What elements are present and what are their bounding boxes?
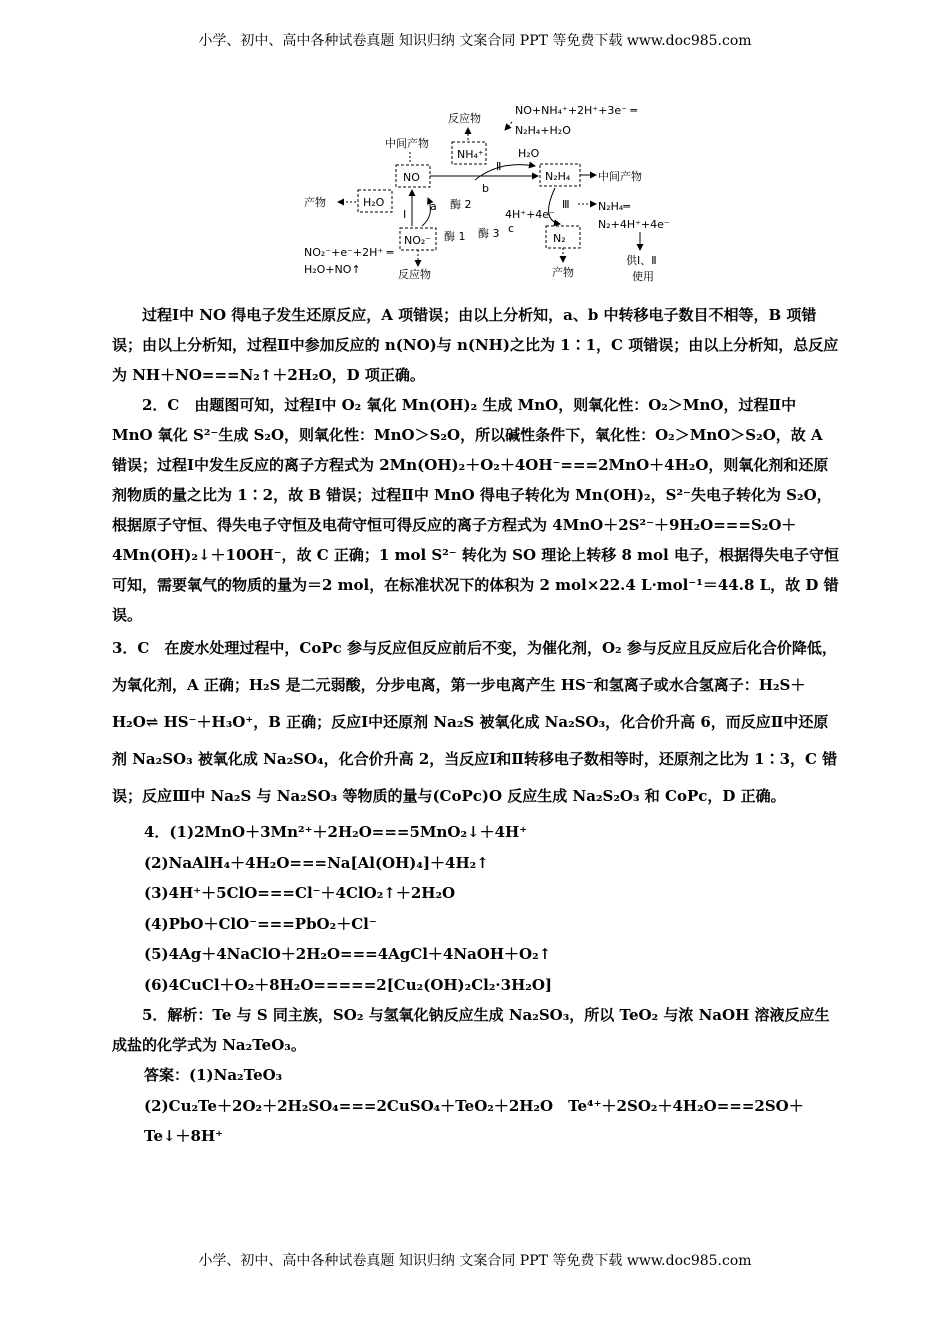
q4-line-1: 4．(1)2MnO＋3Mn²⁺＋2H₂O===5MnO₂↓＋4H⁺ <box>144 823 528 841</box>
page-footer: 小学、初中、高中各种试卷真题 知识归纳 文案合同 PPT 等免费下载 www.doc985.com <box>198 1253 752 1269</box>
reaction-diagram-svg <box>300 100 690 285</box>
eq-mid: 4H⁺+4e⁻ <box>505 208 555 221</box>
eq-right-1: N₂H₄═ <box>598 200 630 213</box>
n2-label: N₂ <box>553 232 566 245</box>
q4-line-2: (2)NaAlH₄＋4H₂O===Na[Al(OH)₄]＋4H₂↑ <box>144 853 489 872</box>
q4-line-3: (3)4H⁺＋5ClO===Cl⁻＋4ClO₂↑＋2H₂O <box>144 884 456 902</box>
supply-2: 使用 <box>632 270 654 283</box>
paragraph-3: 3．C 在废水处理过程中，CoPc 参与反应但反应前后不变，为催化剂，O₂ 参与反应且反应后化合价降低，为氧化剂，A 正确；H₂S 是二元弱酸，分步电离，第一步电离产生 HS⁻和氢离子或水合氢离子：H₂S＋H₂O⇌ HS⁻＋H₃O⁺，B 正确；反应Ⅰ中还原剂 Na₂S 被氧化成 Na₂SO₃，化合价升高 6，而反应Ⅱ中还原剂 Na₂SO₃ 被氧化成 Na₂SO₄，化合价升高 2，当反应Ⅰ和Ⅱ转移电子数相等时，还原剂之比为 1∶3，C 错误；反应Ⅲ中 Na₂S 与 Na₂SO₃ 等物质的量与(CoPc)O 反应生成 Na₂S₂O₃ 和 CoPc，D 正确。 <box>112 639 838 805</box>
label-reactant-bottom: 反应物 <box>398 268 431 281</box>
eq-top-1: NO+NH₄⁺+2H⁺+3e⁻ ═ <box>515 104 638 117</box>
label-b: b <box>482 182 489 195</box>
page-header: 小学、初中、高中各种试卷真题 知识归纳 文案合同 PPT 等免费下载 www.doc985.com <box>198 33 752 49</box>
enzyme-2: 酶 2 <box>450 198 472 211</box>
q5-answer-2: (2)Cu₂Te＋2O₂＋2H₂SO₄===2CuSO₄＋TeO₂＋2H₂O Te⁴⁺＋2SO₂＋4H₂O===2SO＋ Te↓＋8H⁺ <box>144 1096 804 1145</box>
eq-left-2: H₂O+NO↑ <box>304 263 361 276</box>
eq-right-2: N₂+4H⁺+4e⁻ <box>598 218 670 231</box>
q5-analysis: 5．解析：Te 与 S 同主族，SO₂ 与氢氧化钠反应生成 Na₂SO₃，所以 TeO₂ 与浓 NaOH 溶液反应生成盐的化学式为 Na₂TeO₃。 <box>112 1006 830 1054</box>
answer-content <box>112 300 840 1152</box>
no2-label: NO₂⁻ <box>404 234 432 247</box>
no-label: NO <box>403 171 420 184</box>
label-c: c <box>508 222 515 235</box>
roman-1: Ⅰ <box>403 208 407 221</box>
label-product-bottom: 产物 <box>552 266 574 279</box>
q4-answers <box>112 817 840 1000</box>
h2o-right: H₂O <box>518 147 540 160</box>
n2h4-label: N₂H₄ <box>545 170 571 183</box>
q4-line-4: (4)PbO＋ClO⁻===PbO₂＋Cl⁻ <box>144 914 377 933</box>
q4-line-6: (6)4CuCl＋O₂＋8H₂O=====2[Cu₂(OH)₂Cl₂·3H₂O] <box>144 975 552 994</box>
label-product-left: 产物 <box>304 196 326 209</box>
h2o-left: H₂O <box>363 196 385 209</box>
paragraph-2: 2．C 由题图可知，过程Ⅰ中 O₂ 氧化 Mn(OH)₂ 生成 MnO，则氧化性：O₂＞MnO，过程Ⅱ中 MnO 氧化 S²⁻生成 S₂O，则氧化性：MnO＞S₂O，所以碱性条件下，氧化性：O₂＞MnO＞S₂O，故 A 错误；过程Ⅰ中发生反应的离子方程式为 2Mn(OH)₂＋O₂＋4OH⁻===2MnO＋4H₂O，则氧化剂和还原剂物质的量之比为 1∶2，故 B 错误；过程Ⅱ中 MnO 得电子转化为 Mn(OH)₂，S²⁻失电子转化为 S₂O，根据原子守恒、得失电子守恒及电荷守恒可得反应的离子方程式为 4MnO＋2S²⁻＋9H₂O===S₂O＋4Mn(OH)₂↓＋10OH⁻，故 C 正确；1 mol S²⁻ 转化为 SO 理论上转移 8 mol 电子，根据得失电子守恒可知，需要氧气的物质的量为＝2 mol，在标准状况下的体积为 2 mol×22.4 L·mol⁻¹＝44.8 L，故 D 错误。 <box>112 396 839 624</box>
label-mid-product-left: 中间产物 <box>385 137 429 150</box>
roman-3: Ⅲ <box>562 198 570 211</box>
roman-2: Ⅱ <box>496 160 502 173</box>
eq-top-2: N₂H₄+H₂O <box>515 124 571 137</box>
eq-left-1: NO₂⁻+e⁻+2H⁺ ═ <box>304 246 394 259</box>
q5-answer-1: 答案：(1)Na₂TeO₃ <box>144 1066 283 1084</box>
reaction-diagram <box>300 100 690 285</box>
q4-line-5: (5)4Ag＋4NaClO＋2H₂O===4AgCl＋4NaOH＋O₂↑ <box>144 945 552 963</box>
supply-1: 供Ⅰ、Ⅱ <box>626 254 657 267</box>
enzyme-1: 酶 1 <box>444 230 466 243</box>
enzyme-3: 酶 3 <box>478 227 500 240</box>
nh4-label: NH₄⁺ <box>457 148 484 161</box>
label-reactant-top: 反应物 <box>448 112 481 125</box>
paragraph-1: 过程Ⅰ中 NO 得电子发生还原反应，A 项错误；由以上分析知，a、b 中转移电子数目不相等，B 项错误；由以上分析知，过程Ⅱ中参加反应的 n(NO)与 n(NH)之比为 1∶1，C 项错误；由以上分析知，总反应为 NH＋NO===N₂↑＋2H₂O，D 项正确。 <box>112 306 839 384</box>
label-a: a <box>430 200 437 213</box>
label-mid-product-right: 中间产物 <box>598 170 642 183</box>
